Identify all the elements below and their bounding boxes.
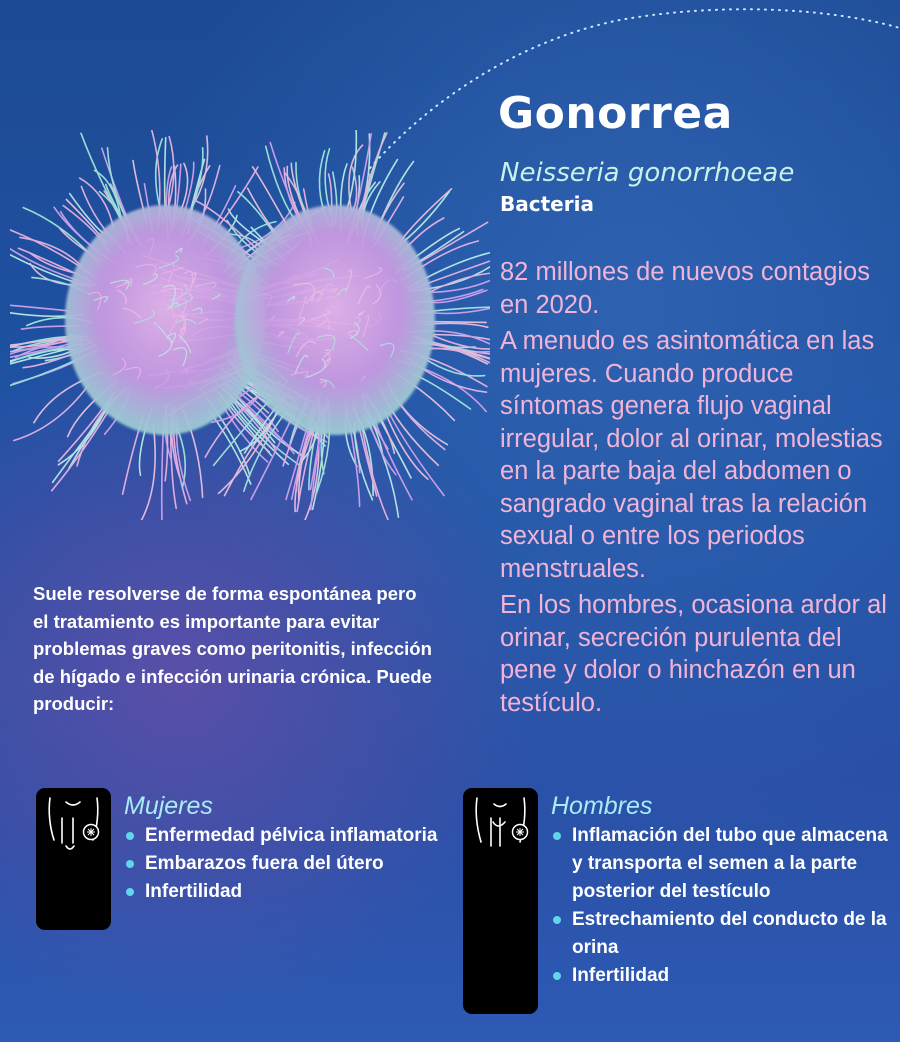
women-title: Mujeres (124, 792, 213, 820)
bacteria-pilus (14, 385, 89, 440)
list-item: Infertilidad (124, 878, 464, 906)
male-pelvis-icon (463, 788, 538, 1014)
fact-women-symptoms: A menudo es asintomática en las mujeres. Cuando produce síntomas genera flujo vaginal irregular, dolor al orinar, molestias en la parte baja del abdomen o sangrado vaginal tras la relación sexual o entre los periodos menstruales. (500, 327, 883, 583)
bacteria-pilus (401, 189, 452, 241)
men-title: Hombres (551, 792, 653, 820)
men-list (551, 822, 891, 990)
bacteria-illustration (10, 130, 490, 520)
bacteria-pilus (378, 416, 411, 478)
list-item: Estrechamiento del conducto de la orina (551, 906, 891, 962)
species-name: Neisseria gonorrhoeae (500, 158, 795, 188)
bacteria-pilus (52, 411, 108, 491)
list-item: Infertilidad (551, 962, 891, 990)
bacteria-pilus (80, 178, 114, 229)
facts-block (500, 256, 892, 723)
bacteria-pilus (430, 348, 491, 366)
female-pelvis-icon (36, 788, 111, 930)
fact-men-symptoms: En los hombres, ocasiona ardor al orinar, secreción purulenta del pene y dolor o hinchazón en un testículo. (500, 591, 887, 717)
list-item: Enfermedad pélvica inflamatoria (124, 822, 464, 850)
bacteria-pilus (53, 407, 109, 482)
bacteria-pilus (10, 302, 68, 311)
bacteria-pilus (165, 138, 166, 216)
complications-intro: Suele resolverse de forma espontánea pero el tratamiento es importante para evitar problemas graves como peritonitis, infección de hígado e infección urinaria crónica. Puede producir: (33, 583, 432, 714)
list-item: Embarazos fuera del útero (124, 850, 464, 878)
list-item: Inflamación del tubo que almacena y transporta el semen a la parte posterior del testículo (551, 822, 891, 906)
organism-type: Bacteria (500, 192, 594, 216)
fact-cases: 82 millones de nuevos contagios en 2020. (500, 258, 870, 319)
women-list (124, 822, 464, 906)
page-title: Gonorrea (498, 88, 733, 139)
